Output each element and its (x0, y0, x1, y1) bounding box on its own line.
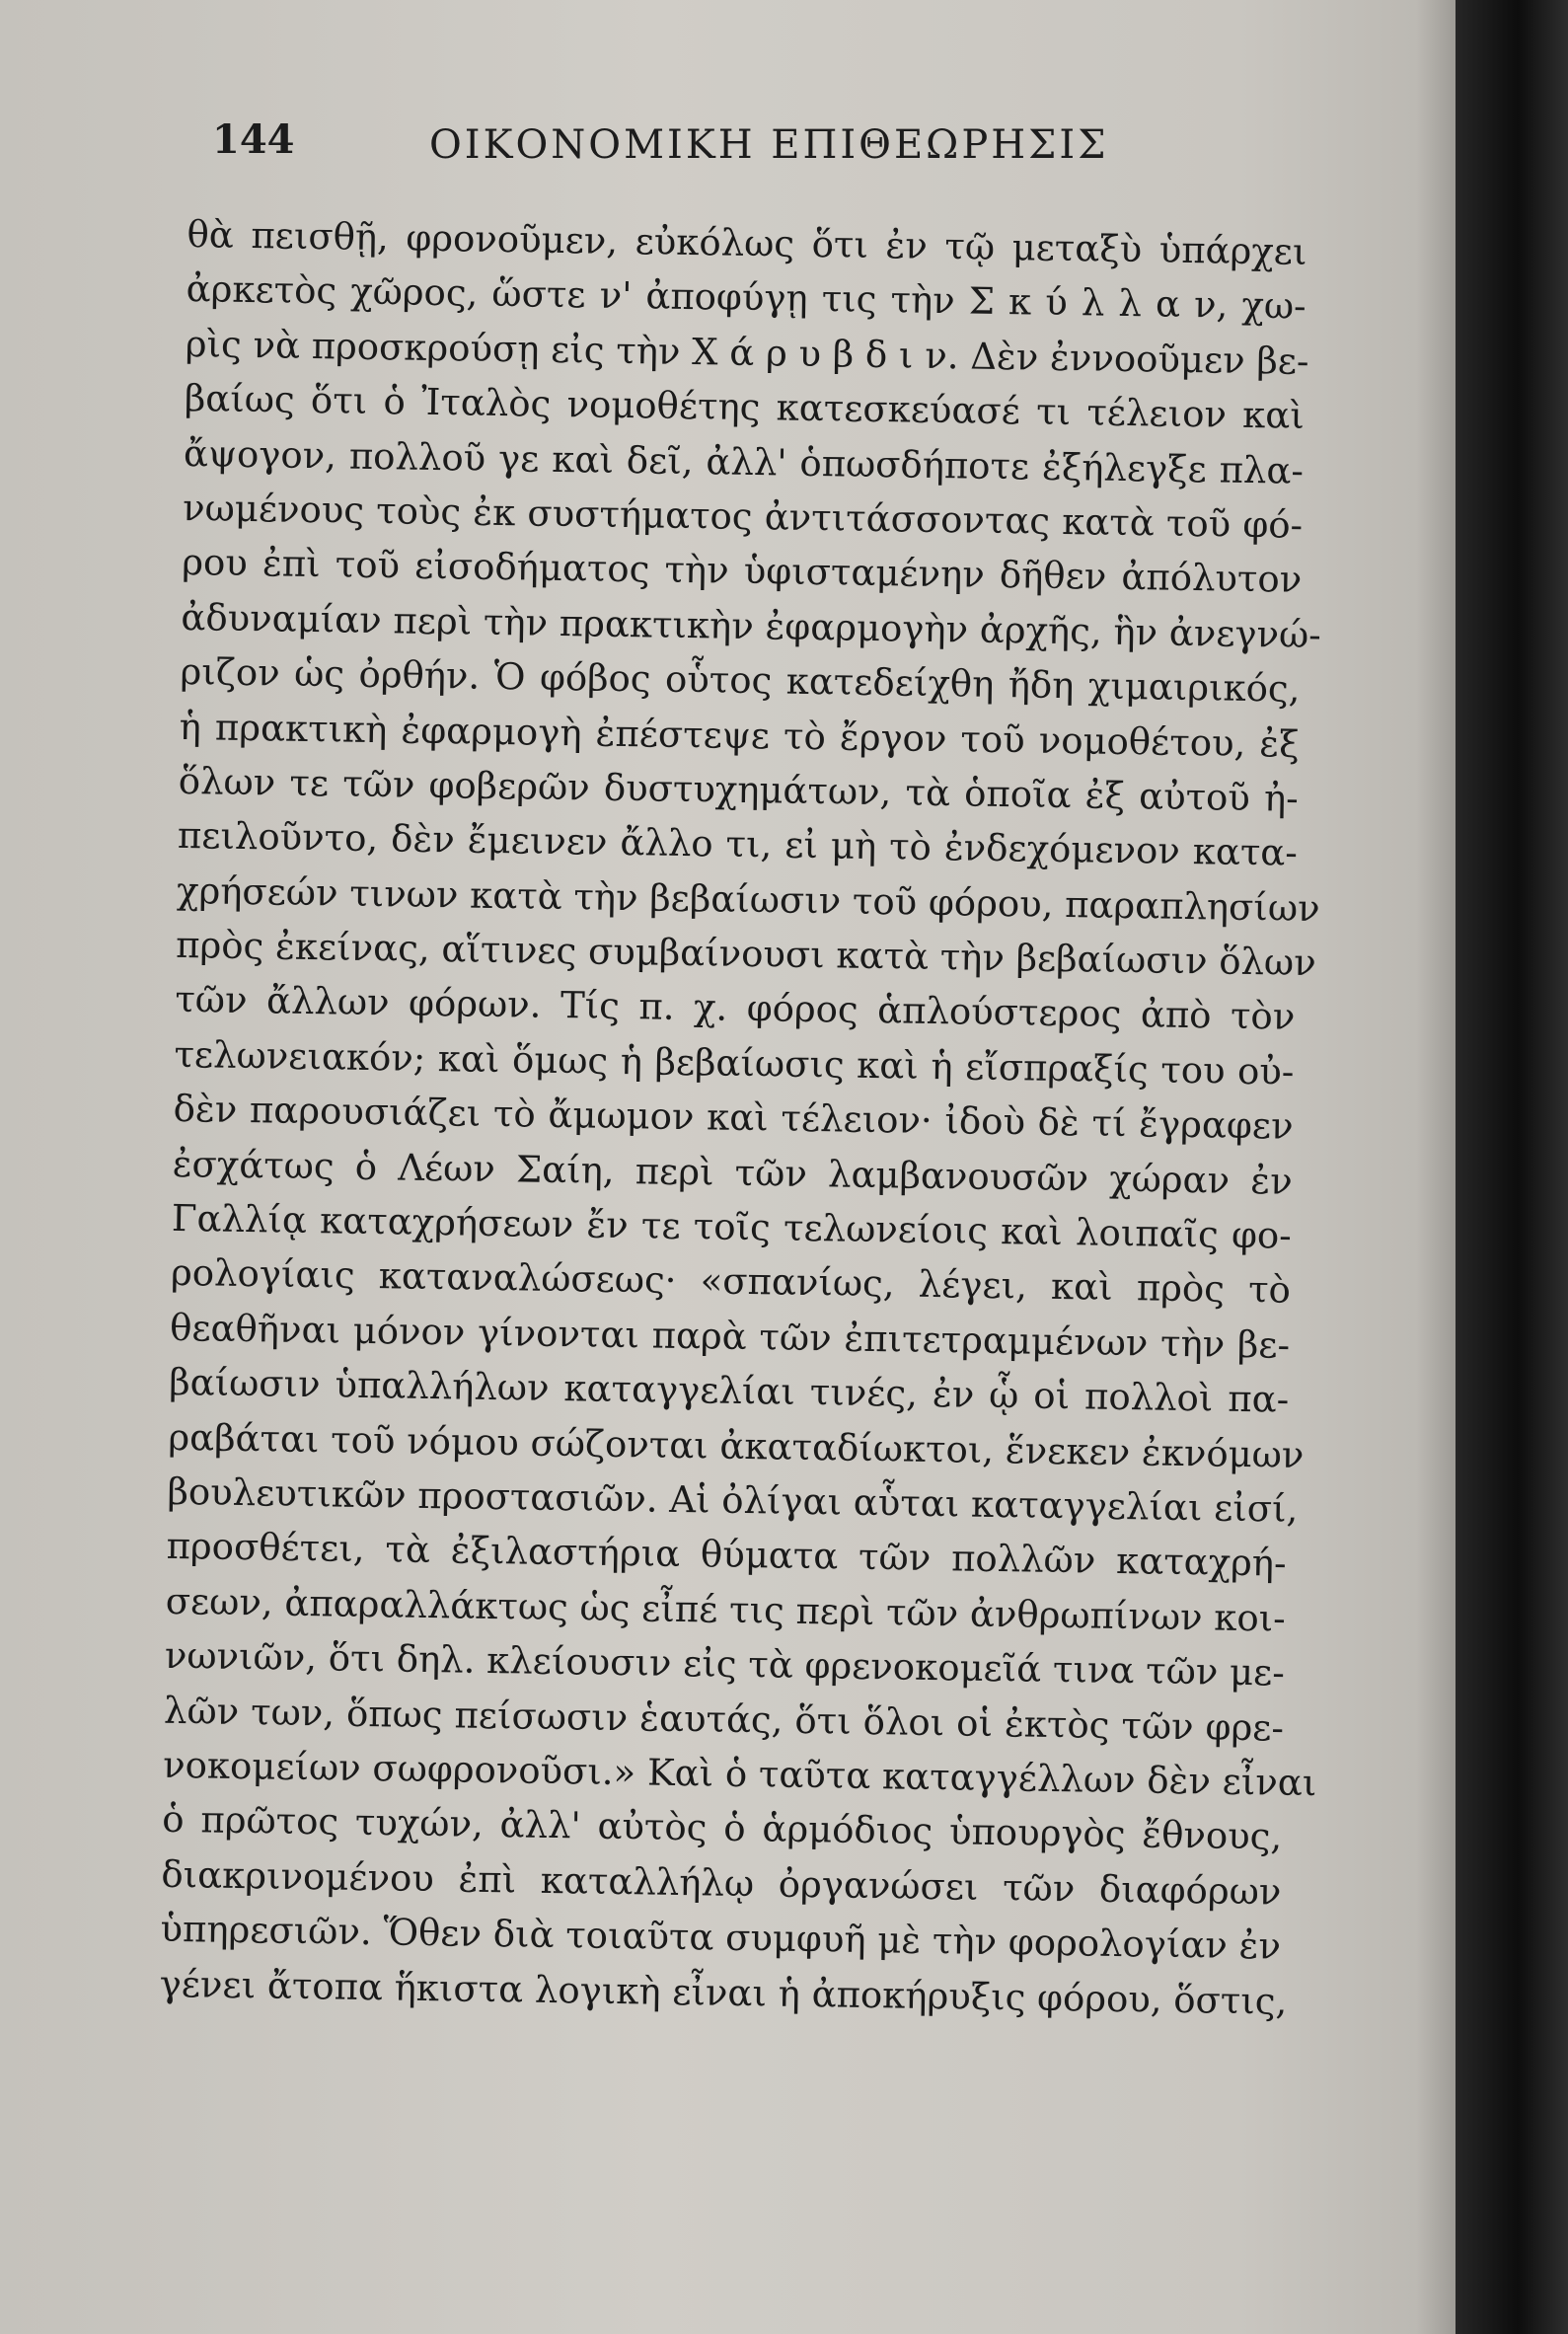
text-line: βαίωσιν ὑπαλλήλων καταγγελίαι τινές, ἐν ᾧ οἱ πολλοὶ πα- (168, 1361, 1290, 1421)
text-line: δὲν παρουσιάζει τὸ ἄμωμον καὶ τέλειον· ἰδοὺ δὲ τί ἔγραφεν (173, 1088, 1294, 1148)
text-line: νωμένους τοὺς ἐκ συστήματος ἀντιτάσσοντας κατὰ τοῦ φό- (182, 486, 1304, 547)
book-binding (1456, 0, 1568, 2334)
text-line: ρὶς νὰ προσκρούσῃ εἰς τὴν Χ ά ρ υ β δ ι ν. Δὲν ἐννοοῦμεν βε- (185, 322, 1309, 383)
text-line: ἐσχάτως ὁ Λέων Σαίη, περὶ τῶν λαμβανουσῶν χώραν ἐν (172, 1142, 1293, 1203)
text-line: ἡ πρακτικὴ ἐφαρμογὴ ἐπέστεψε τὸ ἔργον τοῦ νομοθέτου, ἐξ (179, 705, 1300, 766)
text-line: πειλοῦντο, δὲν ἔμεινεν ἄλλο τι, εἰ μὴ τὸ ἐνδεχόμενον κατα- (177, 814, 1299, 875)
text-line: τῶν ἄλλων φόρων. Τίς π. χ. φόρος ἁπλούστερος ἀπὸ τὸν (175, 978, 1296, 1039)
text-line: ρολογίαις καταναλώσεως· «σπανίως, λέγει, καὶ πρὸς τὸ (170, 1251, 1292, 1313)
text-line: χρήσεών τινων κατὰ τὴν βεβαίωσιν τοῦ φόρου, παραπλησίων (176, 868, 1320, 930)
text-line: θὰ πεισθῇ, φρονοῦμεν, εὐκόλως ὅτι ἐν τῷ μεταξὺ ὑπάρχει (187, 212, 1307, 273)
text-line: γένει ἄτοπα ἥκιστα λογικὴ εἶναι ἡ ἀποκήρυξις φόρου, ὅστις, (159, 1962, 1288, 2023)
page-number: 144 (212, 116, 295, 163)
text-line: διακρινομένου ἐπὶ καταλλήλῳ ὀργανώσει τῶν διαφόρων (161, 1852, 1282, 1914)
text-line: ὑπηρεσιῶν. Ὅθεν διὰ τοιαῦτα συμφυῆ μὲ τὴν φορολογίαν ἐν (160, 1907, 1282, 1968)
text-line: νωνιῶν, ὅτι δηλ. κλείουσιν εἰς τὰ φρενοκομεῖά τινα τῶν με- (164, 1633, 1286, 1694)
text-line: προσθέτει, τὰ ἐξιλαστήρια θύματα τῶν πολλῶν καταχρή- (166, 1525, 1287, 1586)
text-line: ἀδυναμίαν περὶ τὴν πρακτικὴν ἐφαρμογὴν ἀρχῆς, ἣν ἀνεγνώ- (181, 595, 1322, 656)
running-head (212, 116, 1307, 186)
text-line: Γαλλίᾳ καταχρήσεων ἔν τε τοῖς τελωνείοις καὶ λοιπαῖς φο- (171, 1196, 1293, 1257)
text-line: σεων, ἀπαραλλάκτως ὡς εἶπέ τις περὶ τῶν ἀνθρωπίνων κοι- (165, 1579, 1287, 1640)
text-line: ὁ πρῶτος τυχών, ἀλλ' αὐτὸς ὁ ἁρμόδιος ὑπουργὸς ἔθνους, (161, 1798, 1283, 1858)
text-line: ἄψογον, πολλοῦ γε καὶ δεῖ, ἀλλ' ὁπωσδήποτε ἐξήλεγξε πλα- (183, 431, 1305, 492)
text-line: ριζον ὡς ὀρθήν. Ὁ φόβος οὗτος κατεδείχθη ἤδη χιμαιρικός, (180, 650, 1301, 711)
text-line: λῶν των, ὅπως πείσωσιν ἑαυτάς, ὅτι ὅλοι οἱ ἐκτὸς τῶν φρε- (163, 1689, 1285, 1750)
text-line: νοκομείων σωφρονοῦσι.» Καὶ ὁ ταῦτα καταγγέλλων δὲν εἶναι (162, 1743, 1317, 1805)
text-line: βαίως ὅτι ὁ Ἰταλὸς νομοθέτης κατεσκεύασέ τι τέλειον καὶ (184, 377, 1306, 437)
text-line: ὅλων τε τῶν φοβερῶν δυστυχημάτων, τὰ ὁποῖα ἐξ αὐτοῦ ἠ- (178, 759, 1300, 820)
text-line: πρὸς ἐκείνας, αἵτινες συμβαίνουσι κατὰ τὴν βεβαίωσιν ὅλων (175, 923, 1316, 985)
body-text (159, 207, 1322, 2028)
text-line: ἀρκετὸς χῶρος, ὥστε ν' ἀποφύγῃ τις τὴν Σ κ ύ λ λ α ν, χω- (186, 267, 1307, 329)
text-line: τελωνειακόν; καὶ ὅμως ἡ βεβαίωσις καὶ ἡ εἴσπραξίς του οὐ- (174, 1032, 1295, 1093)
text-line: ραβάται τοῦ νόμου σώζονται ἀκαταδίωκτοι, ἕνεκεν ἐκνόμων (168, 1415, 1305, 1476)
journal-title: ΟΙΚΟΝΟΜΙΚΗ ΕΠΙΘΕΩΡΗΣΙΣ (429, 122, 1109, 168)
page-edge-shadow (1416, 0, 1456, 2334)
text-line: βουλευτικῶν προστασιῶν. Αἱ ὀλίγαι αὗται καταγγελίαι εἰσί, (167, 1469, 1299, 1531)
text-line: ρου ἐπὶ τοῦ εἰσοδήματος τὴν ὑφισταμένην δῆθεν ἀπόλυτον (182, 541, 1303, 602)
text-line: θεαθῆναι μόνον γίνονται παρὰ τῶν ἐπιτετραμμένων τὴν βε- (169, 1306, 1291, 1367)
